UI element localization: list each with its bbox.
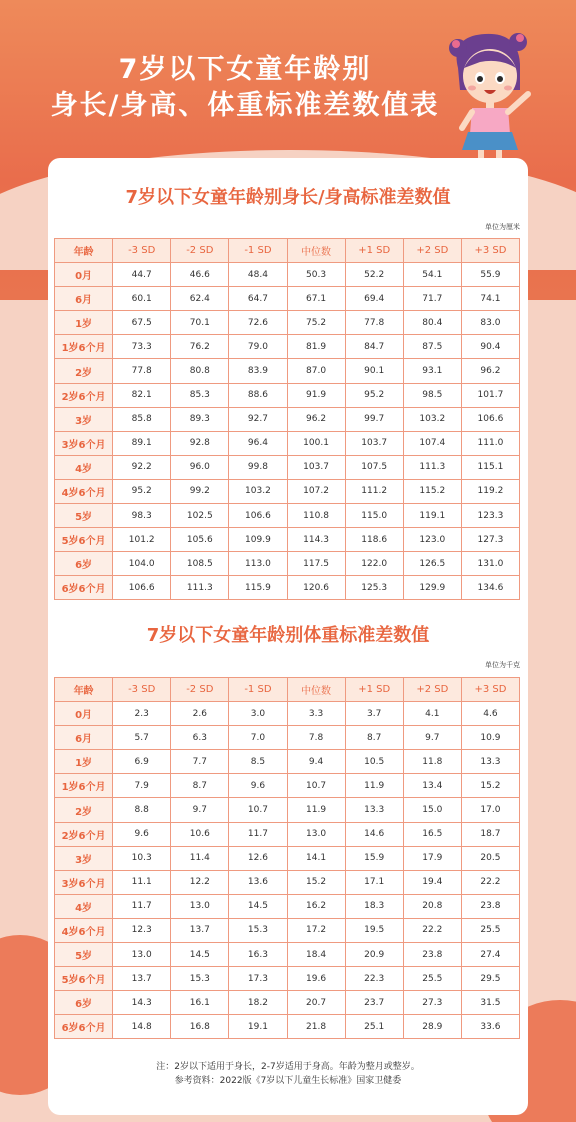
table-row — [55, 726, 520, 750]
value-cell: 9.6 — [229, 774, 287, 798]
value-cell: 89.1 — [113, 431, 171, 455]
value-cell: 25.5 — [403, 967, 461, 991]
value-cell: 81.9 — [287, 335, 345, 359]
age-cell: 6岁 — [55, 552, 113, 576]
value-cell: 60.1 — [113, 287, 171, 311]
value-cell: 75.2 — [287, 311, 345, 335]
weight-table-unit: 单位为千克 — [485, 661, 520, 669]
column-header: 年龄 — [55, 678, 113, 702]
column-header: -3 SD — [113, 678, 171, 702]
age-cell: 2岁6个月 — [55, 383, 113, 407]
height-table-unit: 单位为厘米 — [485, 223, 520, 231]
table-row — [55, 991, 520, 1015]
value-cell: 77.8 — [113, 359, 171, 383]
value-cell: 19.1 — [229, 1015, 287, 1039]
value-cell: 115.2 — [403, 479, 461, 503]
age-cell: 6月 — [55, 287, 113, 311]
age-cell: 4岁6个月 — [55, 918, 113, 942]
value-cell: 27.3 — [403, 991, 461, 1015]
value-cell: 101.7 — [461, 383, 519, 407]
value-cell: 22.2 — [461, 870, 519, 894]
value-cell: 123.0 — [403, 528, 461, 552]
value-cell: 17.0 — [461, 798, 519, 822]
table-row — [55, 504, 520, 528]
height-table — [54, 238, 520, 600]
footnote — [48, 1060, 528, 1088]
table-row — [55, 576, 520, 600]
table-row — [55, 918, 520, 942]
value-cell: 115.0 — [345, 504, 403, 528]
value-cell: 52.2 — [345, 263, 403, 287]
value-cell: 115.9 — [229, 576, 287, 600]
table-row — [55, 311, 520, 335]
value-cell: 82.1 — [113, 383, 171, 407]
column-header: 年龄 — [55, 239, 113, 263]
value-cell: 13.7 — [171, 918, 229, 942]
age-cell: 4岁 — [55, 894, 113, 918]
footnote-reference: 参考资料：2022版《7岁以下儿童生长标准》国家卫健委 — [174, 1076, 402, 1086]
value-cell: 23.7 — [345, 991, 403, 1015]
value-cell: 69.4 — [345, 287, 403, 311]
value-cell: 11.9 — [287, 798, 345, 822]
value-cell: 115.1 — [461, 455, 519, 479]
value-cell: 85.8 — [113, 407, 171, 431]
value-cell: 103.7 — [287, 455, 345, 479]
value-cell: 111.0 — [461, 431, 519, 455]
value-cell: 134.6 — [461, 576, 519, 600]
value-cell: 20.5 — [461, 846, 519, 870]
table-row — [55, 479, 520, 503]
table-row — [55, 702, 520, 726]
column-header: +3 SD — [461, 678, 519, 702]
table-row — [55, 287, 520, 311]
value-cell: 76.2 — [171, 335, 229, 359]
value-cell: 3.7 — [345, 702, 403, 726]
value-cell: 13.0 — [113, 943, 171, 967]
column-header: -1 SD — [229, 239, 287, 263]
value-cell: 21.8 — [287, 1015, 345, 1039]
value-cell: 15.3 — [229, 918, 287, 942]
value-cell: 87.0 — [287, 359, 345, 383]
value-cell: 96.2 — [287, 407, 345, 431]
value-cell: 127.3 — [461, 528, 519, 552]
value-cell: 84.7 — [345, 335, 403, 359]
value-cell: 3.0 — [229, 702, 287, 726]
value-cell: 9.7 — [171, 798, 229, 822]
value-cell: 48.4 — [229, 263, 287, 287]
value-cell: 20.8 — [403, 894, 461, 918]
age-cell: 1岁 — [55, 750, 113, 774]
girl-illustration — [440, 28, 540, 178]
value-cell: 111.3 — [171, 576, 229, 600]
value-cell: 114.3 — [287, 528, 345, 552]
table-row — [55, 455, 520, 479]
value-cell: 67.5 — [113, 311, 171, 335]
value-cell: 105.6 — [171, 528, 229, 552]
value-cell: 131.0 — [461, 552, 519, 576]
value-cell: 95.2 — [113, 479, 171, 503]
value-cell: 70.1 — [171, 311, 229, 335]
weight-table-title: 7岁以下女童年龄别体重标准差数值 — [146, 625, 430, 646]
value-cell: 129.9 — [403, 576, 461, 600]
value-cell: 23.8 — [461, 894, 519, 918]
value-cell: 27.4 — [461, 943, 519, 967]
value-cell: 101.2 — [113, 528, 171, 552]
value-cell: 126.5 — [403, 552, 461, 576]
value-cell: 90.4 — [461, 335, 519, 359]
value-cell: 113.0 — [229, 552, 287, 576]
value-cell: 15.2 — [461, 774, 519, 798]
value-cell: 15.3 — [171, 967, 229, 991]
column-header: +2 SD — [403, 678, 461, 702]
value-cell: 103.2 — [403, 407, 461, 431]
value-cell: 10.7 — [229, 798, 287, 822]
table-row — [55, 431, 520, 455]
value-cell: 14.5 — [229, 894, 287, 918]
value-cell: 100.1 — [287, 431, 345, 455]
table-row — [55, 846, 520, 870]
value-cell: 6.3 — [171, 726, 229, 750]
column-header: 中位数 — [287, 678, 345, 702]
table-row — [55, 335, 520, 359]
value-cell: 98.5 — [403, 383, 461, 407]
age-cell: 3岁6个月 — [55, 431, 113, 455]
age-cell: 0月 — [55, 263, 113, 287]
table-row — [55, 528, 520, 552]
value-cell: 31.5 — [461, 991, 519, 1015]
value-cell: 7.7 — [171, 750, 229, 774]
value-cell: 91.9 — [287, 383, 345, 407]
value-cell: 92.7 — [229, 407, 287, 431]
value-cell: 18.4 — [287, 943, 345, 967]
value-cell: 107.5 — [345, 455, 403, 479]
table-row — [55, 822, 520, 846]
value-cell: 11.8 — [403, 750, 461, 774]
age-cell: 0月 — [55, 702, 113, 726]
table-row — [55, 552, 520, 576]
value-cell: 83.0 — [461, 311, 519, 335]
value-cell: 10.3 — [113, 846, 171, 870]
value-cell: 102.5 — [171, 504, 229, 528]
table-row — [55, 407, 520, 431]
value-cell: 4.1 — [403, 702, 461, 726]
value-cell: 46.6 — [171, 263, 229, 287]
column-header: +2 SD — [403, 239, 461, 263]
table-row — [55, 894, 520, 918]
value-cell: 20.9 — [345, 943, 403, 967]
value-cell: 10.9 — [461, 726, 519, 750]
page-title-line1: 7岁以下女童年龄别 — [118, 54, 372, 85]
value-cell: 13.3 — [345, 798, 403, 822]
value-cell: 16.3 — [229, 943, 287, 967]
content-card — [48, 158, 528, 1115]
footnote-note: 注：2岁以下适用于身长，2-7岁适用于身高。年龄为整月或整岁。 — [156, 1062, 420, 1072]
value-cell: 111.2 — [345, 479, 403, 503]
age-cell: 3岁6个月 — [55, 870, 113, 894]
value-cell: 22.2 — [403, 918, 461, 942]
value-cell: 18.3 — [345, 894, 403, 918]
value-cell: 14.3 — [113, 991, 171, 1015]
table-row — [55, 263, 520, 287]
value-cell: 14.8 — [113, 1015, 171, 1039]
height-table-title: 7岁以下女童年龄别身长/身高标准差数值 — [125, 187, 451, 208]
value-cell: 71.7 — [403, 287, 461, 311]
value-cell: 12.3 — [113, 918, 171, 942]
value-cell: 3.3 — [287, 702, 345, 726]
age-cell: 5岁 — [55, 504, 113, 528]
value-cell: 120.6 — [287, 576, 345, 600]
value-cell: 25.1 — [345, 1015, 403, 1039]
page-title-line2: 身长/身高、体重标准差数值表 — [50, 90, 440, 121]
age-cell: 5岁6个月 — [55, 528, 113, 552]
value-cell: 13.6 — [229, 870, 287, 894]
value-cell: 9.7 — [403, 726, 461, 750]
column-header: -1 SD — [229, 678, 287, 702]
value-cell: 8.5 — [229, 750, 287, 774]
age-cell: 4岁6个月 — [55, 479, 113, 503]
value-cell: 2.6 — [171, 702, 229, 726]
value-cell: 72.6 — [229, 311, 287, 335]
value-cell: 90.1 — [345, 359, 403, 383]
age-cell: 5岁6个月 — [55, 967, 113, 991]
value-cell: 96.0 — [171, 455, 229, 479]
value-cell: 93.1 — [403, 359, 461, 383]
value-cell: 17.3 — [229, 967, 287, 991]
age-cell: 1岁6个月 — [55, 774, 113, 798]
value-cell: 89.3 — [171, 407, 229, 431]
value-cell: 29.5 — [461, 967, 519, 991]
value-cell: 15.2 — [287, 870, 345, 894]
value-cell: 17.9 — [403, 846, 461, 870]
value-cell: 15.9 — [345, 846, 403, 870]
value-cell: 74.1 — [461, 287, 519, 311]
value-cell: 14.6 — [345, 822, 403, 846]
age-cell: 2岁 — [55, 798, 113, 822]
value-cell: 15.0 — [403, 798, 461, 822]
table-row — [55, 774, 520, 798]
value-cell: 85.3 — [171, 383, 229, 407]
value-cell: 98.3 — [113, 504, 171, 528]
value-cell: 73.3 — [113, 335, 171, 359]
age-cell: 5岁 — [55, 943, 113, 967]
value-cell: 11.9 — [345, 774, 403, 798]
value-cell: 13.7 — [113, 967, 171, 991]
column-header: -2 SD — [171, 678, 229, 702]
value-cell: 44.7 — [113, 263, 171, 287]
table-row — [55, 967, 520, 991]
value-cell: 110.8 — [287, 504, 345, 528]
age-cell: 6岁6个月 — [55, 576, 113, 600]
table-row — [55, 1015, 520, 1039]
value-cell: 18.7 — [461, 822, 519, 846]
age-cell: 2岁 — [55, 359, 113, 383]
value-cell: 13.0 — [171, 894, 229, 918]
value-cell: 54.1 — [403, 263, 461, 287]
value-cell: 2.3 — [113, 702, 171, 726]
value-cell: 80.4 — [403, 311, 461, 335]
value-cell: 19.4 — [403, 870, 461, 894]
value-cell: 99.8 — [229, 455, 287, 479]
value-cell: 13.3 — [461, 750, 519, 774]
value-cell: 64.7 — [229, 287, 287, 311]
value-cell: 12.2 — [171, 870, 229, 894]
value-cell: 92.2 — [113, 455, 171, 479]
value-cell: 80.8 — [171, 359, 229, 383]
value-cell: 109.9 — [229, 528, 287, 552]
age-cell: 6岁6个月 — [55, 1015, 113, 1039]
value-cell: 25.5 — [461, 918, 519, 942]
value-cell: 99.7 — [345, 407, 403, 431]
table-row — [55, 383, 520, 407]
table-row — [55, 943, 520, 967]
page-title — [20, 52, 470, 124]
value-cell: 95.2 — [345, 383, 403, 407]
value-cell: 11.7 — [229, 822, 287, 846]
value-cell: 20.7 — [287, 991, 345, 1015]
age-cell: 3岁 — [55, 407, 113, 431]
value-cell: 23.8 — [403, 943, 461, 967]
value-cell: 107.4 — [403, 431, 461, 455]
column-header: -2 SD — [171, 239, 229, 263]
value-cell: 10.5 — [345, 750, 403, 774]
height-table-header-row — [55, 239, 520, 263]
value-cell: 104.0 — [113, 552, 171, 576]
value-cell: 6.9 — [113, 750, 171, 774]
value-cell: 62.4 — [171, 287, 229, 311]
value-cell: 5.7 — [113, 726, 171, 750]
value-cell: 83.9 — [229, 359, 287, 383]
value-cell: 7.0 — [229, 726, 287, 750]
value-cell: 7.9 — [113, 774, 171, 798]
value-cell: 4.6 — [461, 702, 519, 726]
value-cell: 10.7 — [287, 774, 345, 798]
value-cell: 119.2 — [461, 479, 519, 503]
value-cell: 96.2 — [461, 359, 519, 383]
age-cell: 4岁 — [55, 455, 113, 479]
value-cell: 11.1 — [113, 870, 171, 894]
value-cell: 79.0 — [229, 335, 287, 359]
value-cell: 16.8 — [171, 1015, 229, 1039]
value-cell: 14.5 — [171, 943, 229, 967]
weight-table-header-row — [55, 678, 520, 702]
value-cell: 16.5 — [403, 822, 461, 846]
value-cell: 9.6 — [113, 822, 171, 846]
value-cell: 88.6 — [229, 383, 287, 407]
value-cell: 16.2 — [287, 894, 345, 918]
value-cell: 117.5 — [287, 552, 345, 576]
value-cell: 77.8 — [345, 311, 403, 335]
value-cell: 107.2 — [287, 479, 345, 503]
value-cell: 8.7 — [171, 774, 229, 798]
value-cell: 87.5 — [403, 335, 461, 359]
value-cell: 118.6 — [345, 528, 403, 552]
value-cell: 103.2 — [229, 479, 287, 503]
value-cell: 11.4 — [171, 846, 229, 870]
value-cell: 18.2 — [229, 991, 287, 1015]
table-row — [55, 870, 520, 894]
age-cell: 3岁 — [55, 846, 113, 870]
value-cell: 17.2 — [287, 918, 345, 942]
value-cell: 19.5 — [345, 918, 403, 942]
value-cell: 108.5 — [171, 552, 229, 576]
age-cell: 6岁 — [55, 991, 113, 1015]
column-header: +1 SD — [345, 239, 403, 263]
value-cell: 8.8 — [113, 798, 171, 822]
value-cell: 122.0 — [345, 552, 403, 576]
value-cell: 17.1 — [345, 870, 403, 894]
value-cell: 12.6 — [229, 846, 287, 870]
value-cell: 19.6 — [287, 967, 345, 991]
value-cell: 106.6 — [461, 407, 519, 431]
value-cell: 99.2 — [171, 479, 229, 503]
value-cell: 125.3 — [345, 576, 403, 600]
value-cell: 8.7 — [345, 726, 403, 750]
age-cell: 1岁 — [55, 311, 113, 335]
value-cell: 119.1 — [403, 504, 461, 528]
age-cell: 6月 — [55, 726, 113, 750]
value-cell: 123.3 — [461, 504, 519, 528]
value-cell: 106.6 — [229, 504, 287, 528]
value-cell: 111.3 — [403, 455, 461, 479]
weight-table — [54, 677, 520, 1039]
column-header: -3 SD — [113, 239, 171, 263]
value-cell: 33.6 — [461, 1015, 519, 1039]
value-cell: 11.7 — [113, 894, 171, 918]
value-cell: 103.7 — [345, 431, 403, 455]
value-cell: 16.1 — [171, 991, 229, 1015]
value-cell: 96.4 — [229, 431, 287, 455]
age-cell: 2岁6个月 — [55, 822, 113, 846]
value-cell: 22.3 — [345, 967, 403, 991]
value-cell: 50.3 — [287, 263, 345, 287]
table-row — [55, 359, 520, 383]
value-cell: 106.6 — [113, 576, 171, 600]
value-cell: 10.6 — [171, 822, 229, 846]
value-cell: 92.8 — [171, 431, 229, 455]
column-header: +1 SD — [345, 678, 403, 702]
column-header: 中位数 — [287, 239, 345, 263]
column-header: +3 SD — [461, 239, 519, 263]
value-cell: 13.4 — [403, 774, 461, 798]
age-cell: 1岁6个月 — [55, 335, 113, 359]
value-cell: 55.9 — [461, 263, 519, 287]
value-cell: 13.0 — [287, 822, 345, 846]
value-cell: 28.9 — [403, 1015, 461, 1039]
value-cell: 14.1 — [287, 846, 345, 870]
value-cell: 67.1 — [287, 287, 345, 311]
value-cell: 9.4 — [287, 750, 345, 774]
table-row — [55, 798, 520, 822]
table-row — [55, 750, 520, 774]
value-cell: 7.8 — [287, 726, 345, 750]
